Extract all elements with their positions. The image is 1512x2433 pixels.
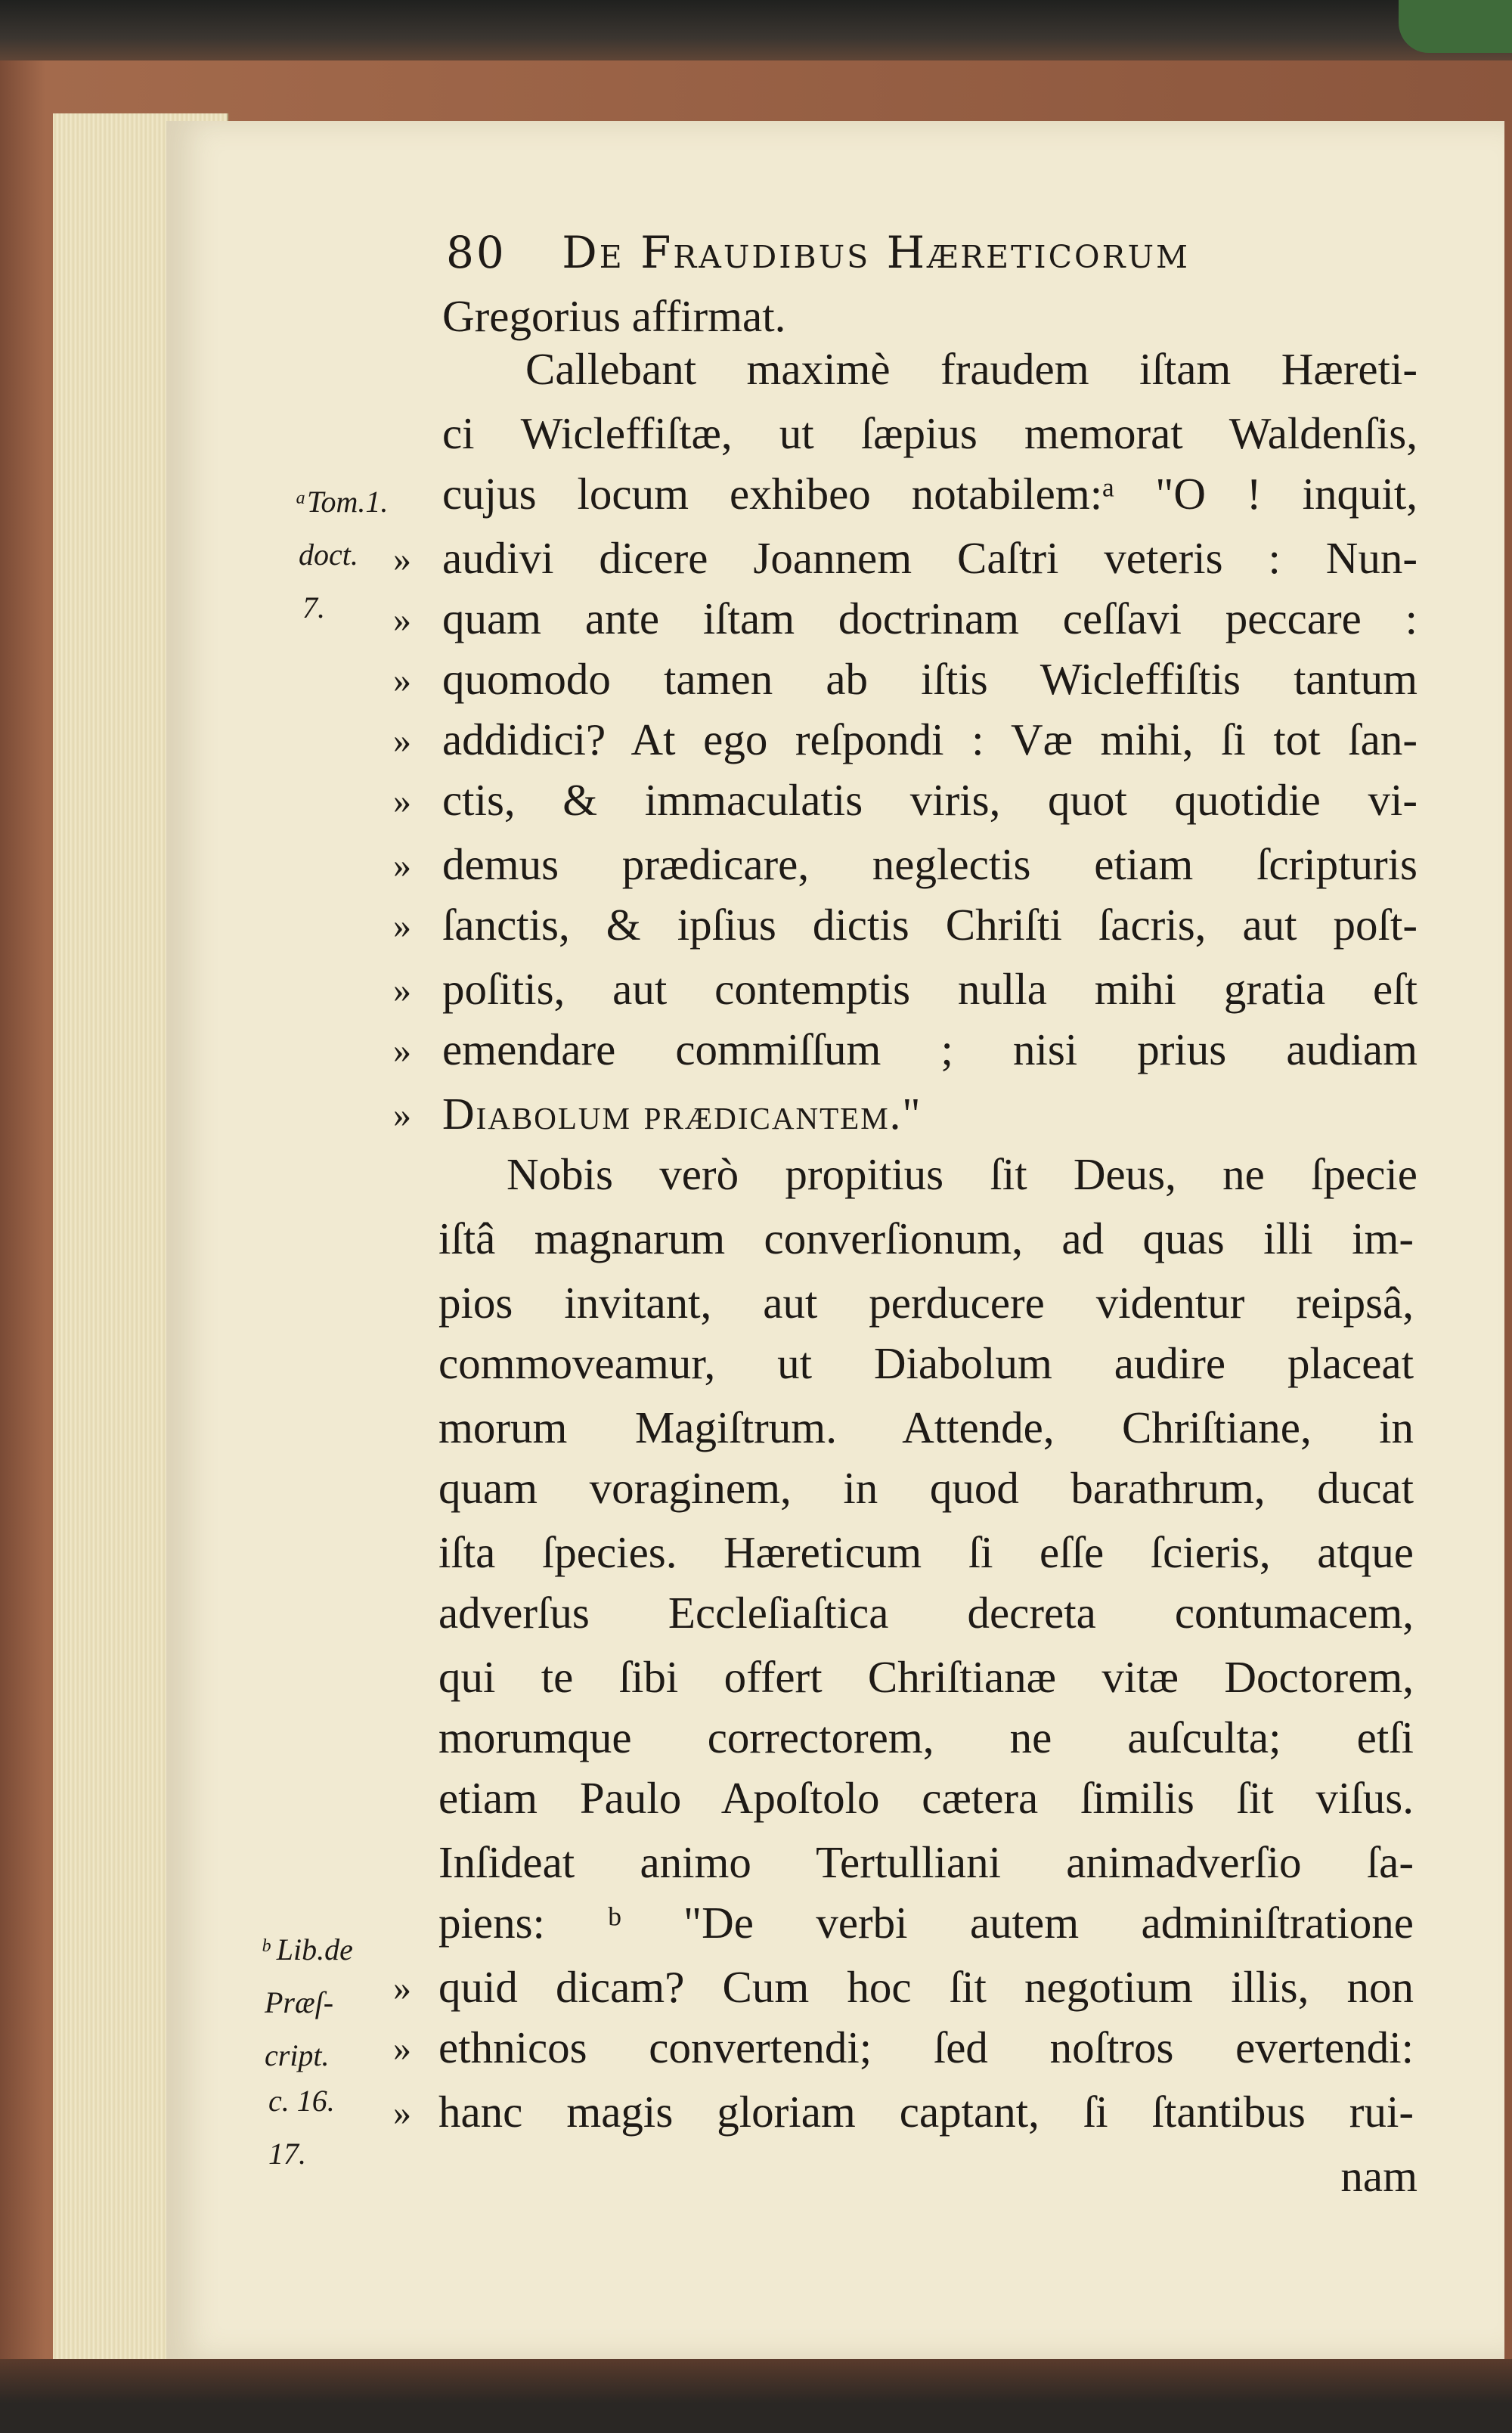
text-line: morumque correctorem, ne auſculta; etſi — [438, 1712, 1414, 1762]
text-line: ci Wicleffiſtæ, ut ſæpius memorat Waldenſis, — [442, 408, 1418, 458]
text-line: pios invitant, aut perducere videntur reipsâ, — [438, 1278, 1414, 1328]
text-line: Nobis verò propitius ſit Deus, ne ſpecie — [507, 1149, 1418, 1199]
text-line: Callebant maximè fraudem iſtam Hæreti- — [525, 344, 1418, 394]
page-title: De Fraudibus Hæreticorum — [562, 227, 1191, 278]
text-line: hanc magis gloriam captant, ſi ſtantibus rui- — [438, 2087, 1414, 2137]
book-bottom-edge — [0, 2359, 1512, 2433]
quote-mark: » — [393, 2093, 411, 2133]
margin-note-a-line: doct. — [299, 538, 358, 572]
quote-mark: » — [393, 1031, 411, 1071]
text-line: emendare commiſſum ; nisi prius audiam — [442, 1024, 1418, 1074]
text-line: Gregorius affirmat. — [442, 291, 786, 341]
text-line: quam voraginem, in quod barathrum, ducat — [438, 1463, 1414, 1513]
green-cloth-tab — [1399, 0, 1512, 53]
text-line: audivi dicere Joannem Caſtri veteris : Nun- — [442, 533, 1418, 583]
text-line: morum Magiſtrum. Attende, Chriſtiane, in — [438, 1402, 1414, 1452]
text-line: cujus locum exhibeo notabilem:ᵃ "O ! inquit, — [442, 469, 1418, 519]
text-line: piens: ᵇ "De verbi autem adminiſtratione — [438, 1898, 1414, 1948]
text-line: ctis, & immaculatis viris, quot quotidie vi- — [442, 775, 1418, 825]
text-line: ſanctis, & ipſius dictis Chriſti ſacris, aut poſt- — [442, 900, 1418, 950]
quote-mark: » — [393, 539, 411, 579]
margin-note-b-line: c. 16. — [268, 2084, 335, 2118]
quote-mark: » — [393, 1968, 411, 2008]
text-line: Diabolum prædicantem." — [442, 1089, 922, 1139]
margin-note-a-line: 7. — [302, 590, 325, 625]
text-line: Inſideat animo Tertulliani animadverſio ſa- — [438, 1837, 1414, 1887]
quote-mark: » — [393, 2029, 411, 2069]
text-line: adverſus Eccleſiaſtica decreta contumacem, — [438, 1588, 1414, 1638]
running-head — [446, 227, 1190, 278]
quote-mark: » — [393, 845, 411, 885]
book-top-edge — [0, 0, 1512, 68]
quote-mark: » — [393, 721, 411, 761]
text-line: ethnicos convertendi; ſed noſtros evertendi: — [438, 2022, 1414, 2072]
text-line: demus prædicare, neglectis etiam ſcripturis — [442, 839, 1418, 889]
text-line: etiam Paulo Apoſtolo cætera ſimilis ſit viſus. — [438, 1773, 1414, 1823]
margin-note-a-line: ᵃTom.1. — [295, 485, 389, 519]
margin-note-b-line: 17. — [268, 2137, 306, 2171]
quote-mark: » — [393, 781, 411, 821]
text-line: addidici? At ego reſpondi : Væ mihi, ſi tot ſan- — [442, 714, 1418, 764]
margin-note-b-line: Præſ- — [265, 1985, 334, 2019]
margin-note-b-line: ᵇ Lib.de — [261, 1932, 353, 1967]
catchword: nam — [1340, 2151, 1418, 2201]
text-line: quomodo tamen ab iſtis Wicleffiſtis tantum — [442, 654, 1418, 704]
text-line: iſta ſpecies. Hæreticum ſi eſſe ſcieris, atque — [438, 1527, 1414, 1577]
quote-mark: » — [393, 600, 411, 640]
text-line: commoveamur, ut Diabolum audire placeat — [438, 1338, 1414, 1388]
quote-mark: » — [393, 1095, 411, 1135]
quote-mark: » — [393, 970, 411, 1010]
text-line: quid dicam? Cum hoc ſit negotium illis, non — [438, 1962, 1414, 2012]
quote-mark: » — [393, 660, 411, 700]
text-line: iſtâ magnarum converſionum, ad quas illi im- — [438, 1213, 1414, 1263]
quote-mark: » — [393, 906, 411, 946]
text-line: quam ante iſtam doctrinam ceſſavi peccare : — [442, 594, 1418, 643]
text-line: qui te ſibi offert Chriſtianæ vitæ Doctorem, — [438, 1652, 1414, 1702]
text-line: poſitis, aut contemptis nulla mihi gratia eſt — [442, 964, 1418, 1014]
page-number: 80 — [446, 227, 507, 278]
margin-note-b-line: cript. — [265, 2038, 330, 2072]
